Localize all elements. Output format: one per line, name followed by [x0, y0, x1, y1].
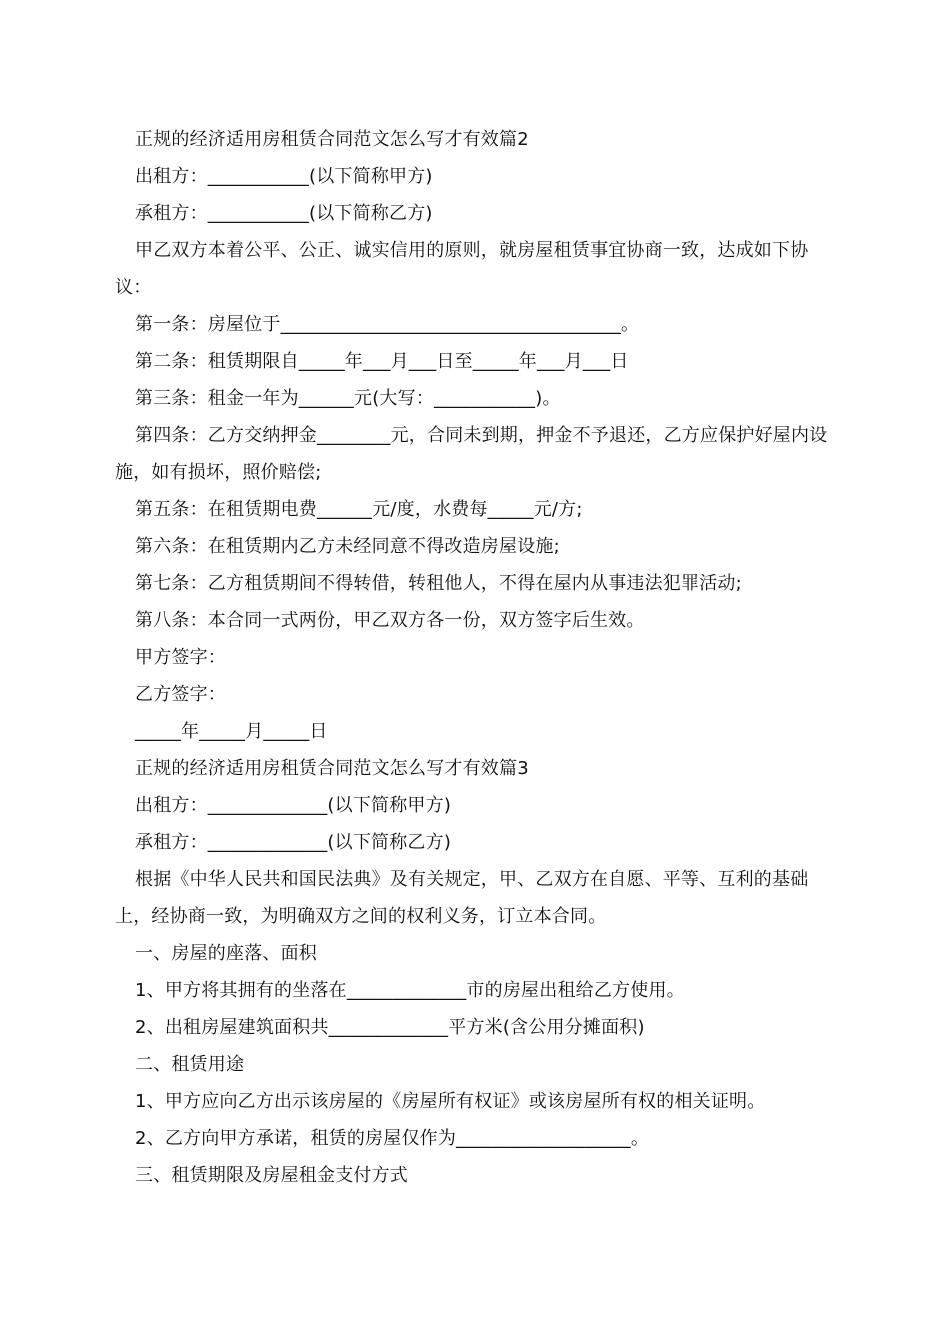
article-8: 第八条：本合同一式两份，甲乙双方各一份，双方签字后生效。 [135, 610, 645, 631]
article-2: 第二条：租赁期限自_____年___月___日至_____年___月___日 [135, 351, 629, 372]
article-5: 第五条：在租赁期电费______元/度，水费每_____元/方; [135, 499, 583, 520]
clause-2-item-1: 1、甲方应向乙方出示该房屋的《房屋所有权证》或该房屋所有权的相关证明。 [135, 1091, 766, 1112]
intro-paragraph: 根据《中华人民共和国民法典》及有关规定，甲、乙双方在自愿、平等、互利的基础上，经协商一致，为明确双方之间的权利义务，订立本合同。 [115, 869, 809, 927]
clause-heading-3: 三、租赁期限及房屋租金支付方式 [135, 1165, 408, 1186]
signature-party-b: 乙方签字： [135, 684, 226, 705]
clause-heading-1: 一、房屋的座落、面积 [135, 943, 317, 964]
signature-party-a: 甲方签字： [135, 647, 226, 668]
section-title-2: 正规的经济适用房租赁合同范文怎么写才有效篇2 [135, 129, 529, 150]
intro-paragraph: 甲乙双方本着公平、公正、诚实信用的原则，就房屋租赁事宜协商一致，达成如下协议： [115, 240, 809, 298]
section-title-3: 正规的经济适用房租赁合同范文怎么写才有效篇3 [135, 758, 529, 779]
document-body [115, 121, 835, 1194]
clause-1-item-2: 2、出租房屋建筑面积共_____________平方米(含公用分摊面积) [135, 1017, 645, 1038]
article-3: 第三条：租金一年为______元(大写：___________)。 [135, 388, 561, 409]
clause-heading-2: 二、租赁用途 [135, 1054, 245, 1075]
article-1: 第一条：房屋位于_____________________________________。 [135, 314, 640, 335]
article-4: 第四条：乙方交纳押金________元，合同未到期，押金不予退还，乙方应保护好屋内设施，如有损坏，照价赔偿; [115, 425, 828, 483]
lessee-line: 承租方：___________(以下简称乙方) [135, 203, 433, 224]
clause-1-item-1: 1、甲方将其拥有的坐落在_____________市的房屋出租给乙方使用。 [135, 980, 685, 1001]
lessor-line: 出租方：___________(以下简称甲方) [135, 166, 433, 187]
article-7: 第七条：乙方租赁期间不得转借，转租他人，不得在屋内从事违法犯罪活动; [135, 573, 742, 594]
clause-2-item-2: 2、乙方向甲方承诺，租赁的房屋仅作为___________________。 [135, 1128, 650, 1149]
article-6: 第六条：在租赁期内乙方未经同意不得改造房屋设施; [135, 536, 560, 557]
lessor-line: 出租方：_____________(以下简称甲方) [135, 795, 452, 816]
lessee-line: 承租方：_____________(以下简称乙方) [135, 832, 452, 853]
signature-date: _____年_____月_____日 [135, 721, 328, 742]
